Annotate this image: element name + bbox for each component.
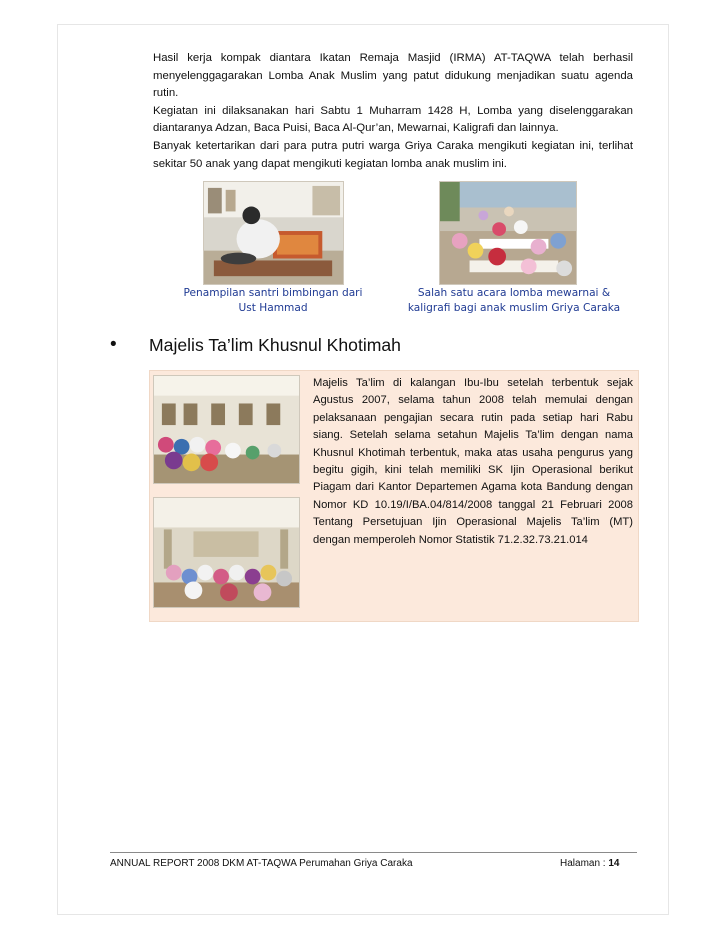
intro-text: [153, 50, 633, 173]
footer-page-label: Halaman :: [560, 858, 606, 869]
photo-majelis-gathering-1: [153, 375, 300, 484]
caption-santri-line-1: Penampilan santri bimbingan dari: [183, 287, 363, 299]
intro-paragraph-2: Kegiatan ini dilaksanakan hari Sabtu 1 Muharram 1428 H, Lomba yang diselenggarakan diantaranya Adzan, Baca Puisi, Baca Al-Qur’an, Mewarnai, Kaligrafi dan lainnya.: [153, 104, 633, 135]
intro-paragraph-1: Hasil kerja kompak diantara Ikatan Remaja Masjid (IRMA) AT-TAQWA telah berhasil menyelenggagarakan Lomba Anak Muslim yang patut didukung menjadikan suatu agenda rutin.: [153, 52, 633, 100]
photo-santri-performance: [203, 181, 344, 285]
photo-coloring-competition: [439, 181, 577, 285]
caption-coloring-line-1: Salah satu acara lomba mewarnai &: [417, 287, 611, 299]
caption-coloring-line-2: kaligrafi bagi anak muslim Griya Caraka: [407, 301, 621, 314]
section-title: Majelis Ta’lim Khusnul Khotimah: [149, 335, 401, 355]
photo-majelis-gathering-2: [153, 497, 300, 608]
section-bullet: •: [110, 334, 117, 355]
footer-report-title: ANNUAL REPORT 2008 DKM AT-TAQWA Perumahan Griya Caraka: [110, 858, 413, 869]
footer-divider: [110, 852, 637, 853]
majelis-description: Majelis Ta’lim di kalangan Ibu-Ibu setelah terbentuk sejak Agustus 2007, selama tahun 2008 telah memulai dengan pelaksanaan pengajian secara rutin pada setiap hari Rabu siang. Setelah selama setahun Majelis Ta’lim dengan nama Khusnul Khotimah terbentuk, maka atas usaha pengurus yang begitu gigih, kini telah memiliki SK Ijin Operasional berikut Piagam dari Kantor Departemen Agama kota Bandung dengan Nomor KD 10.19/I/BA.04/814/2008 tanggal 21 Februari 2008 Tentang Persetujuan Ijin Operasional Majelis Ta’lim (MT) dengan memperoleh Nomor Statistik 71.2.32.73.21.014: [313, 377, 633, 546]
caption-santri-line-2: Ust Hammad: [238, 301, 308, 314]
footer-page-info: [560, 857, 619, 870]
caption-santri: [168, 286, 378, 315]
intro-paragraph-3: Banyak ketertarikan dari para putra putri warga Griya Caraka mengikuti kegiatan ini, terlihat sekitar 50 anak yang dapat mengikuti kegiatan lomba anak muslim ini.: [153, 139, 633, 170]
footer-page-number: 14: [608, 858, 620, 869]
caption-coloring: [395, 286, 633, 315]
